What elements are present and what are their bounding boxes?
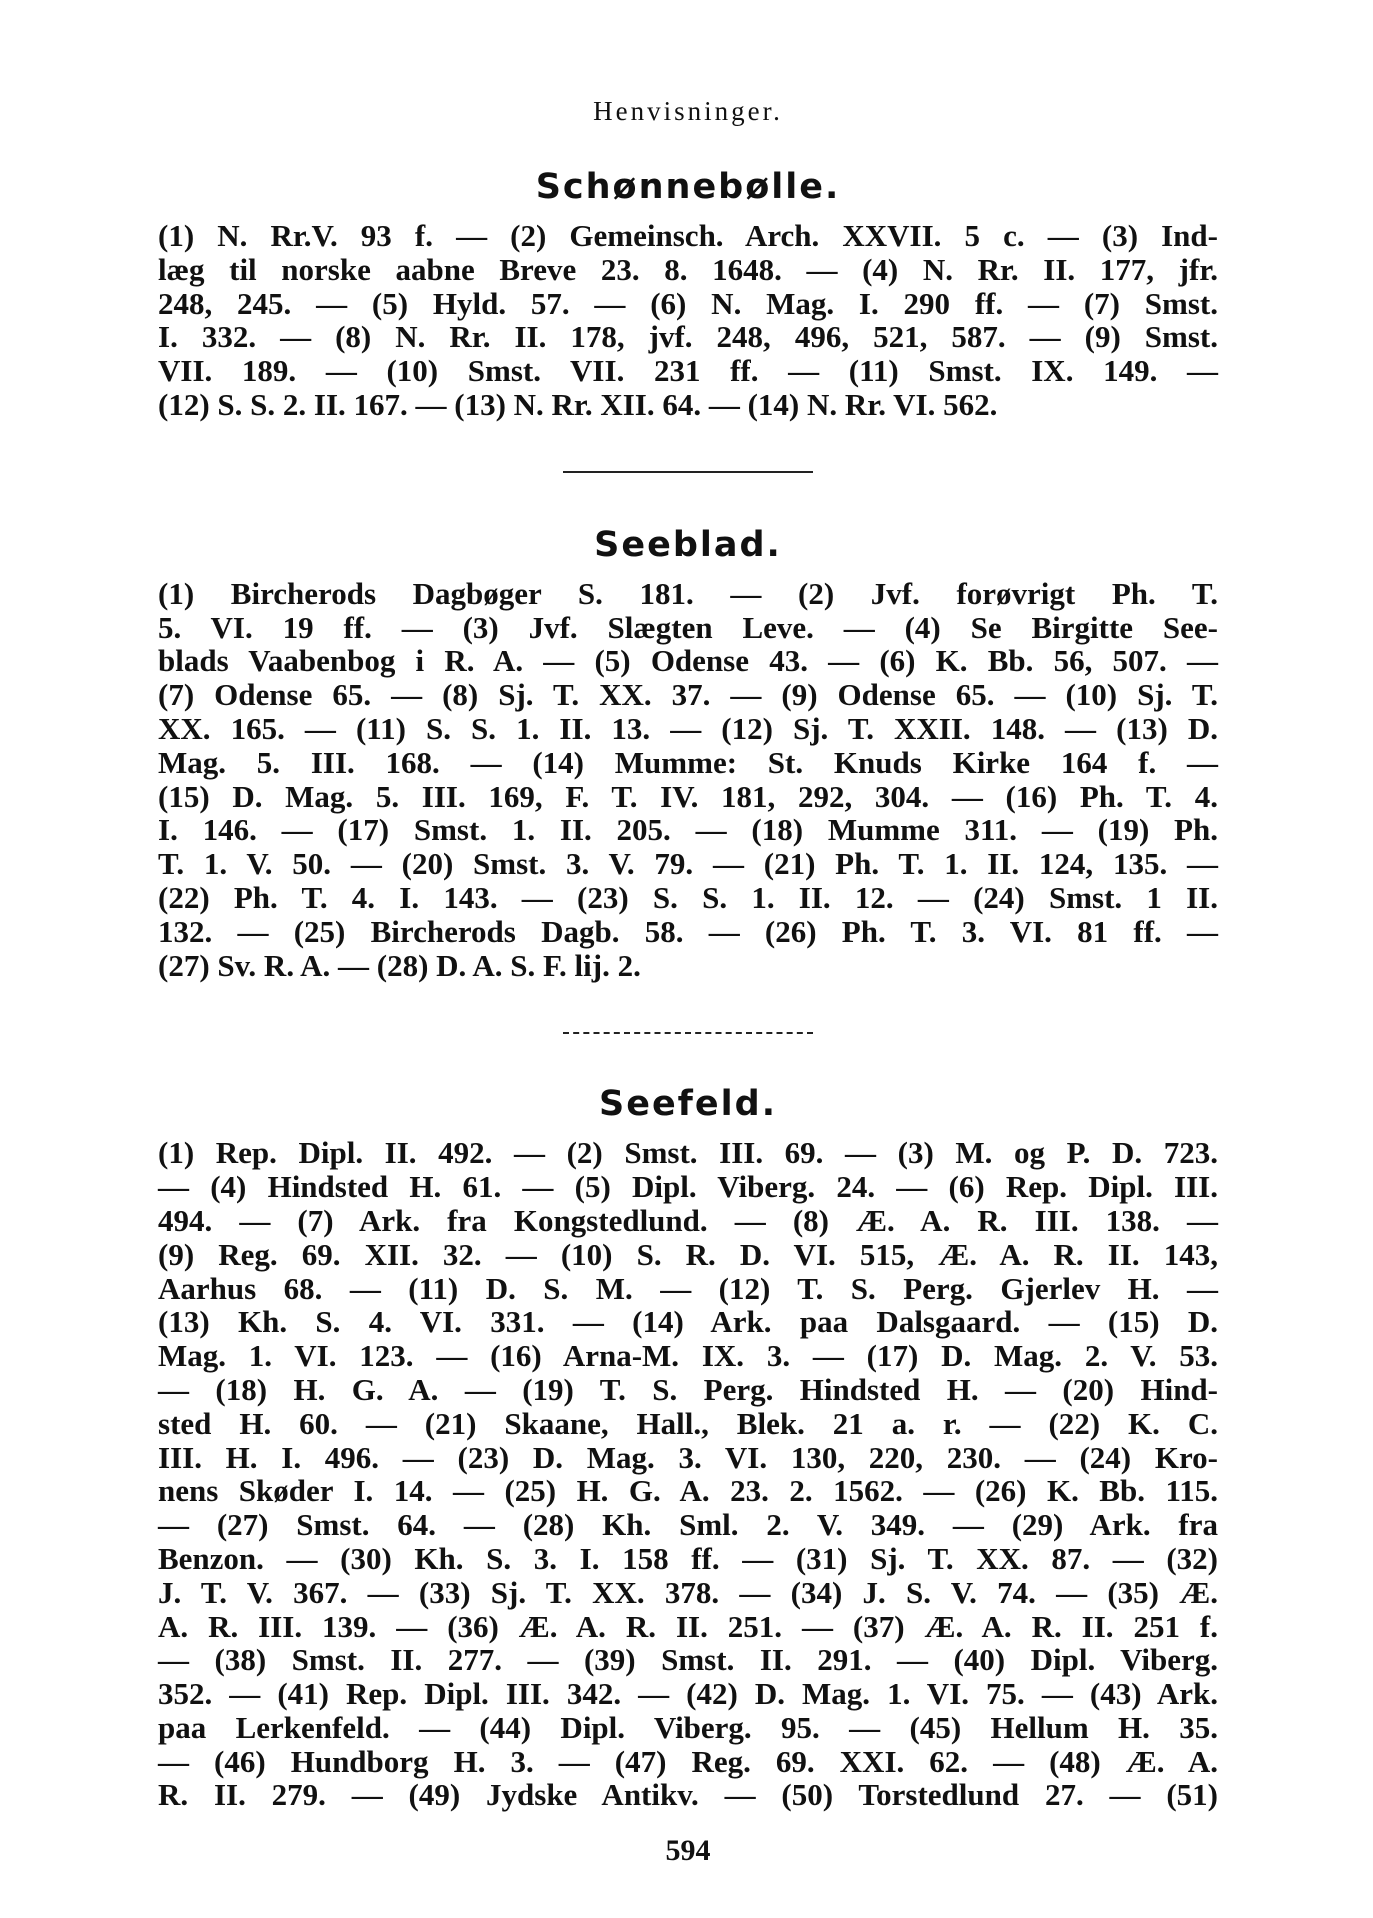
reference-line: Benzon. — (30) Kh. S. 3. I. 158 ff. — (31) Sj. T. XX. 87. — (32) — [158, 1540, 1218, 1576]
reference-line: (15) D. Mag. 5. III. 169, F. T. IV. 181, 292, 304. — (16) Ph. T. 4. — [158, 778, 1218, 814]
reference-line: blads Vaabenbog i R. A. — (5) Odense 43. — (6) K. Bb. 56, 507. — — [158, 643, 1218, 679]
reference-line: (1) Bircherods Dagbøger S. 181. — (2) Jvf. forøvrigt Ph. T. — [158, 575, 1218, 611]
section-title: Schønnebølle. — [535, 167, 841, 207]
section-block — [158, 1084, 1218, 1812]
reference-line: — (18) H. G. A. — (19) T. S. Perg. Hindsted H. — (20) Hind- — [158, 1371, 1218, 1407]
reference-line: R. II. 279. — (49) Jydske Antikv. — (50) Torstedlund 27. — (51) — [158, 1777, 1218, 1813]
section-title: Seefeld. — [599, 1084, 777, 1125]
reference-line: Mag. 1. VI. 123. — (16) Arna-M. IX. 3. — (17) D. Mag. 2. V. 53. — [158, 1338, 1218, 1374]
running-head: Henvisninger. — [593, 96, 783, 126]
reference-line: (13) Kh. S. 4. VI. 331. — (14) Ark. paa Dalsgaard. — (15) D. — [158, 1304, 1218, 1340]
reference-line: (27) Sv. R. A. — (28) D. A. S. F. lij. 2. — [158, 947, 641, 983]
reference-line: Aarhus 68. — (11) D. S. M. — (12) T. S. Perg. Gjerlev H. — — [158, 1270, 1218, 1306]
reference-line: — (27) Smst. 64. — (28) Kh. Sml. 2. V. 349. — (29) Ark. fra — [158, 1507, 1218, 1543]
reference-line: (1) Rep. Dipl. II. 492. — (2) Smst. III. 69. — (3) M. og P. D. 723. — [158, 1135, 1218, 1171]
section-divider — [563, 1032, 813, 1034]
reference-line: — (38) Smst. II. 277. — (39) Smst. II. 291. — (40) Dipl. Viberg. — [158, 1642, 1218, 1678]
reference-line: VII. 189. — (10) Smst. VII. 231 ff. — (11) Smst. IX. 149. — — [158, 353, 1218, 389]
reference-line: sted H. 60. — (21) Skaane, Hall., Blek. 21 a. r. — (22) K. C. — [158, 1405, 1218, 1441]
reference-line: (1) N. Rr.V. 93 f. — (2) Gemeinsch. Arch. XXVII. 5 c. — (3) Ind- — [158, 218, 1218, 253]
reference-line: læg til norske aabne Breve 23. 8. 1648. — (4) N. Rr. II. 177, jfr. — [158, 251, 1218, 287]
section-divider — [563, 471, 813, 473]
reference-line: 494. — (7) Ark. fra Kongstedlund. — (8) Æ. A. R. III. 138. — — [158, 1202, 1218, 1238]
reference-line: paa Lerkenfeld. — (44) Dipl. Viberg. 95. — (45) Hellum H. 35. — [158, 1709, 1218, 1745]
section-references — [158, 1136, 1218, 1812]
reference-line: Mag. 5. III. 168. — (14) Mumme: St. Knuds Kirke 164 f. — — [158, 744, 1218, 780]
sections-container — [158, 167, 1218, 1812]
reference-line: I. 332. — (8) N. Rr. II. 178, jvf. 248, 496, 521, 587. — (9) Smst. — [158, 319, 1218, 355]
section-references — [158, 577, 1218, 983]
reference-line: XX. 165. — (11) S. S. 1. II. 13. — (12) Sj. T. XXII. 148. — (13) D. — [158, 710, 1218, 746]
reference-line: (12) S. S. 2. II. 167. — (13) N. Rr. XII. 64. — (14) N. Rr. VI. 562. — [158, 386, 998, 422]
section-title: Seeblad. — [594, 524, 782, 565]
reference-line: J. T. V. 367. — (33) Sj. T. XX. 378. — (34) J. S. V. 74. — (35) Æ. — [158, 1574, 1218, 1610]
reference-line: (22) Ph. T. 4. I. 143. — (23) S. S. 1. II. 12. — (24) Smst. 1 II. — [158, 879, 1218, 915]
reference-line: 132. — (25) Bircherods Dagb. 58. — (26) Ph. T. 3. VI. 81 ff. — — [158, 913, 1218, 949]
reference-line: — (46) Hundborg H. 3. — (47) Reg. 69. XXI. 62. — (48) Æ. A. — [158, 1743, 1218, 1779]
reference-line: 248, 245. — (5) Hyld. 57. — (6) N. Mag. I. 290 ff. — (7) Smst. — [158, 285, 1218, 321]
reference-line: III. H. I. 496. — (23) D. Mag. 3. VI. 130, 220, 230. — (24) Kro- — [158, 1439, 1218, 1475]
reference-line: I. 146. — (17) Smst. 1. II. 205. — (18) Mumme 311. — (19) Ph. — [158, 812, 1218, 848]
page — [158, 96, 1218, 1868]
section-block — [158, 167, 1218, 422]
reference-line: 352. — (41) Rep. Dipl. III. 342. — (42) D. Mag. 1. VI. 75. — (43) Ark. — [158, 1676, 1218, 1712]
page-number: 594 — [665, 1834, 711, 1868]
reference-line: T. 1. V. 50. — (20) Smst. 3. V. 79. — (21) Ph. T. 1. II. 124, 135. — — [158, 846, 1218, 882]
section-block — [158, 525, 1218, 983]
reference-line: — (4) Hindsted H. 61. — (5) Dipl. Viberg. 24. — (6) Rep. Dipl. III. — [158, 1169, 1218, 1205]
section-references — [158, 219, 1218, 422]
reference-line: (7) Odense 65. — (8) Sj. T. XX. 37. — (9) Odense 65. — (10) Sj. T. — [158, 677, 1218, 713]
reference-line: A. R. III. 139. — (36) Æ. A. R. II. 251. — (37) Æ. A. R. II. 251 f. — [158, 1608, 1218, 1644]
reference-line: nens Skøder I. 14. — (25) H. G. A. 23. 2. 1562. — (26) K. Bb. 115. — [158, 1473, 1218, 1509]
reference-line: 5. VI. 19 ff. — (3) Jvf. Slægten Leve. — (4) Se Birgitte See- — [158, 609, 1218, 645]
reference-line: (9) Reg. 69. XII. 32. — (10) S. R. D. VI. 515, Æ. A. R. II. 143, — [158, 1236, 1218, 1272]
